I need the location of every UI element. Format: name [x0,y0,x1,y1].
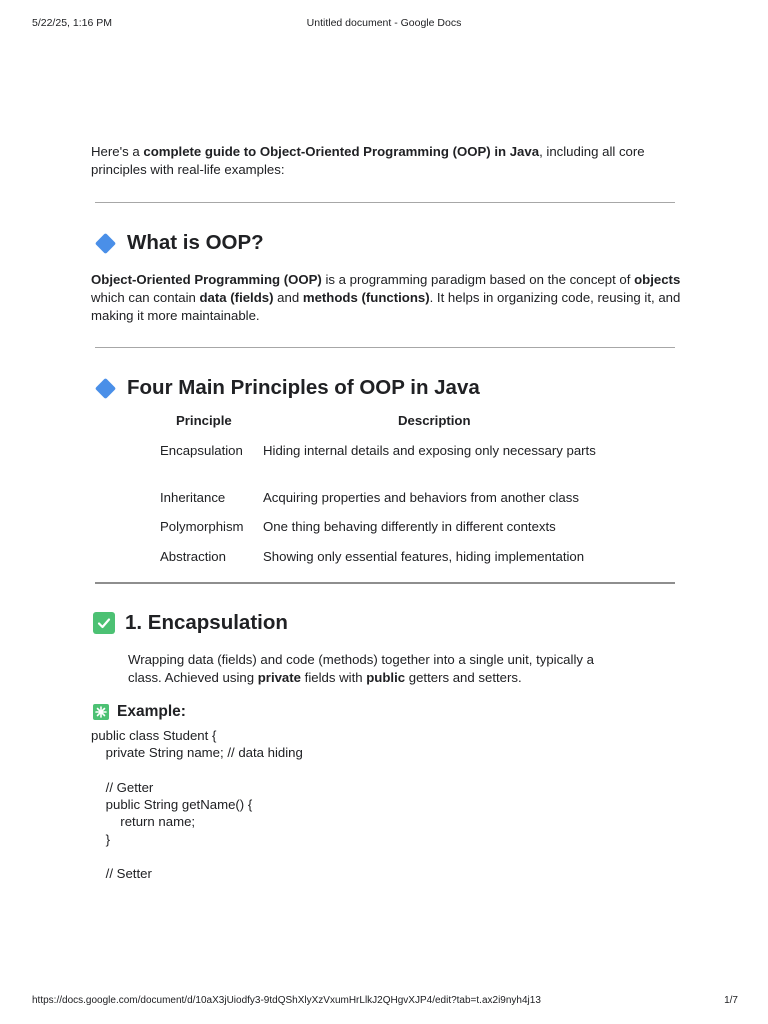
page-number: 1/7 [724,995,738,1006]
code-line: public String getName() { [91,797,253,812]
blue-diamond-icon [95,232,116,253]
principles-heading: Four Main Principles of OOP in Java [93,376,480,400]
green-check-icon [93,612,115,634]
divider [95,202,675,203]
blue-diamond-icon [95,377,116,398]
what-is-oop-heading: What is OOP? [93,231,264,255]
table-cell-principle: Inheritance [160,490,226,505]
encapsulation-paragraph: Wrapping data (fields) and code (methods) together into a single unit, typically a class. Achieved using private fields with public getters and setters. [128,652,594,685]
divider [95,582,675,584]
table-cell-description: One thing behaving differently in different contexts [263,519,556,534]
intro-paragraph: Here's a complete guide to Object-Oriented Programming (OOP) in Java, including all core principles with real-life examples: [91,144,645,177]
example-heading: Example: [93,703,186,721]
table-cell-principle: Encapsulation [160,443,243,458]
code-line: public class Student { [91,728,217,743]
divider [95,347,675,348]
document-title: Untitled document - Google Docs [306,17,462,29]
code-line: return name; [91,814,196,829]
table-cell-description: Showing only essential features, hiding implementation [263,549,585,564]
footer-url: https://docs.google.com/document/d/10aX3jUiodfy3-9tdQShXlyXzVxumHrLlkJ2QHgvXJP4/edit?tab=t.ax2i9nyh4j13 [32,995,541,1006]
encapsulation-heading: 1. Encapsulation [93,611,288,635]
what-is-oop-paragraph: Object-Oriented Programming (OOP) is a programming paradigm based on the concept of objects which can contain data (fields) and methods (functions). It helps in organizing code, reusing it, and making it more maintainable. [91,272,681,323]
table-cell-description: Hiding internal details and exposing only necessary parts [263,443,596,458]
table-cell-principle: Abstraction [160,549,226,564]
table-header-principle: Principle [176,413,232,428]
table-cell-description: Acquiring properties and behaviors from another class [263,490,579,505]
table-cell-principle: Polymorphism [160,519,244,534]
print-date: 5/22/25, 1:16 PM [32,17,112,29]
code-line: private String name; // data hiding [91,745,303,760]
code-line: // Setter [91,866,152,881]
green-sparkle-icon [93,704,109,720]
code-line: } [91,832,111,847]
code-line: // Getter [91,780,154,795]
table-header-description: Description [398,413,471,428]
